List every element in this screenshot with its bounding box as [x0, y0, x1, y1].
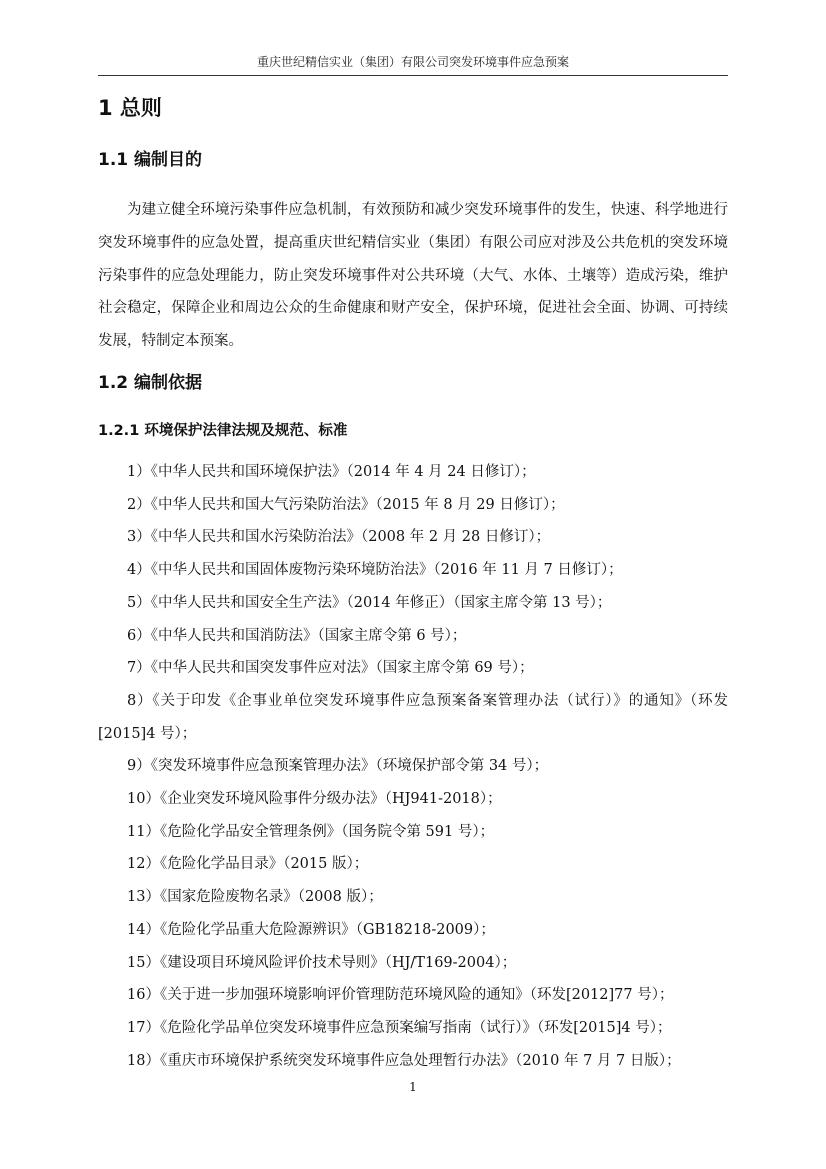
- reference-item: 1）《中华人民共和国环境保护法》（2014 年 4 月 24 日修订）；: [127, 464, 536, 480]
- section-title-1-2: 1.2 编制依据: [98, 373, 203, 393]
- reference-item: 9）《突发环境事件应急预案管理办法》（环境保护部令第 34 号）；: [127, 758, 549, 775]
- reference-item: 17）《危险化学品单位突发环境事件应急预案编写指南（试行）》（环发[2015]4 号）；: [127, 1019, 672, 1036]
- reference-item: 6）《中华人民共和国消防法》（国家主席令第 6 号）；: [127, 627, 467, 644]
- page-number: 1: [409, 1080, 417, 1094]
- running-header: 重庆世纪精信实业（集团）有限公司突发环境事件应急预案: [256, 55, 569, 69]
- header-rule: [98, 75, 728, 76]
- reference-item: 4）《中华人民共和国固体废物污染环境防治法》（2016 年 11 月 7 日修订）；: [127, 562, 623, 579]
- reference-item: 16）《关于进一步加强环境影响评价管理防范环境风险的通知》（环发[2012]77 号）；: [127, 987, 674, 1004]
- reference-item: 13）《国家危险废物名录》（2008 版）；: [127, 889, 383, 906]
- reference-item: 5）《中华人民共和国安全生产法》（2014 年修正）（国家主席令第 13 号）；: [127, 594, 612, 611]
- section-title-1-1: 1.1 编制目的: [98, 150, 203, 170]
- reference-item: 11）《危险化学品安全管理条例》（国务院令第 591 号）；: [127, 823, 495, 840]
- reference-item: 14）《危险化学品重大危险源辨识》（GB18218-2009）；: [127, 921, 495, 938]
- purpose-paragraph: 为建立健全环境污染事件应急机制，有效预防和减少突发环境事件的发生，快速、科学地进行突发环境事件的应急处置，提高重庆世纪精信实业（集团）有限公司应对涉及公共危机的突发环境污染事件的应急处理能力，防止突发环境事件对公共环境（大气、水体、土壤等）造成污染，维护社会稳定，保障企业和周边公众的生命健康和财产安全，保护环境，促进社会全面、协调、可持续发展，特制定本预案。: [98, 202, 728, 350]
- subsection-title-1-2-1: 1.2.1 环境保护法律法规及规范、标准: [98, 423, 348, 439]
- reference-item: 15）《建设项目环境风险评价技术导则》（HJ/T169-2004）；: [127, 954, 517, 971]
- reference-item: 3）《中华人民共和国水污染防治法》（2008 年 2 月 28 日修订）；: [127, 529, 551, 546]
- reference-item: 12）《危险化学品目录》（2015 版）；: [127, 856, 369, 873]
- reference-list: [98, 456, 728, 1077]
- reference-item: 10）《企业突发环境风险事件分级办法》（HJ941-2018）；: [127, 791, 502, 808]
- reference-item: 8）《关于印发《企事业单位突发环境事件应急预案备案管理办法（试行）》的通知》（环发[2015]4 号）；: [98, 692, 728, 742]
- reference-item: 2）《中华人民共和国大气污染防治法》（2015 年 8 月 29 日修订）；: [127, 496, 565, 513]
- reference-item: 7）《中华人民共和国突发事件应对法》（国家主席令第 69 号）；: [127, 660, 534, 677]
- reference-item: 18）《重庆市环境保护系统突发环境事件应急处理暂行办法》（2010 年 7 月 7 日版）；: [127, 1052, 681, 1069]
- chapter-title: 1 总则: [98, 96, 162, 120]
